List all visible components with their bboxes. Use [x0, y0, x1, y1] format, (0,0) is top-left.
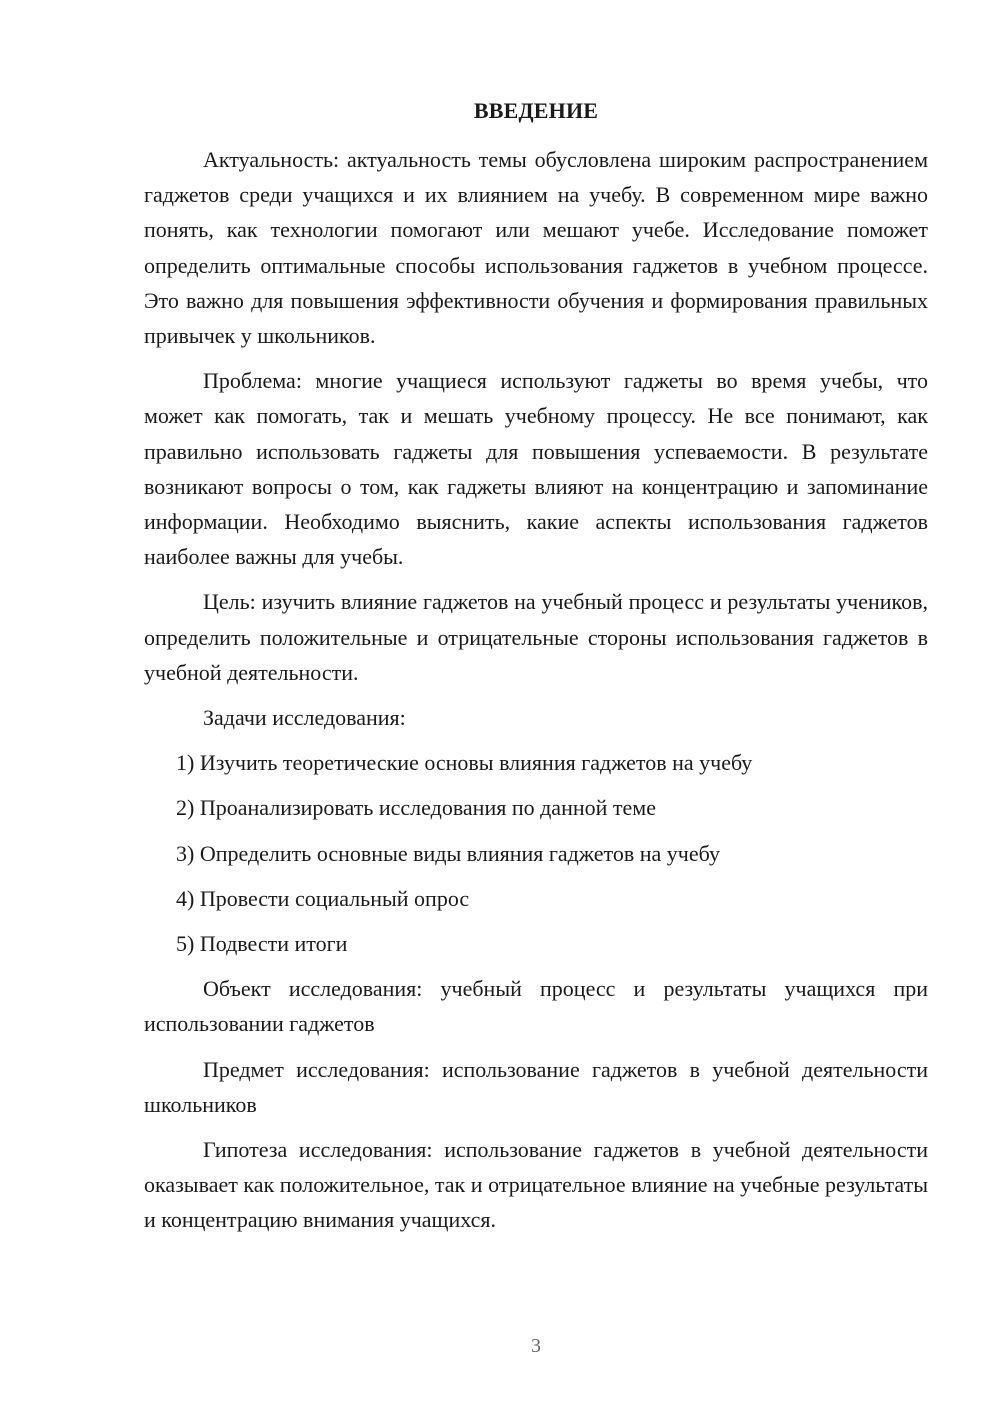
list-item: 3) Определить основные виды влияния гаджетов на учебу	[176, 840, 720, 866]
tasks-list	[144, 745, 928, 961]
paragraph-subject: Предмет исследования: использование гаджетов в учебной деятельности школьников	[144, 1056, 928, 1117]
paragraph-problem: Проблема: многие учащиеся используют гаджеты во время учебы, что может как помогать, так и мешать учебному процессу. Не все понимают, как правильно использовать гаджеты для повышения успеваемости. В результате возникают вопросы о том, как гаджеты влияют на концентрацию и запоминание информации. Необходимо выяснить, какие аспекты использования гаджетов наиболее важны для учебы.	[144, 368, 928, 570]
list-item: 5) Подвести итоги	[176, 931, 348, 957]
paragraph-goal: Цель: изучить влияние гаджетов на учебный процесс и результаты учеников, определить положительные и отрицательные стороны использования гаджетов в учебной деятельности.	[144, 589, 928, 685]
paragraph-hypothesis: Гипотеза исследования: использование гаджетов в учебной деятельности оказывает как положительное, так и отрицательное влияние на учебные результаты и концентрацию внимания учащихся.	[144, 1137, 928, 1233]
paragraph-relevance: Актуальность: актуальность темы обусловлена широким распространением гаджетов среди учащихся и их влиянием на учебу. В современном мире важно понять, как технологии помогают или мешают учебе. Исследование поможет определить оптимальные способы использования гаджетов в учебном процессе. Это важно для повышения эффективности обучения и формирования правильных привычек у школьников.	[144, 147, 928, 349]
list-item: 1) Изучить теоретические основы влияния гаджетов на учебу	[176, 750, 753, 776]
paragraph-object: Объект исследования: учебный процесс и результаты учащихся при использовании гаджетов	[144, 976, 928, 1037]
list-item: 4) Провести социальный опрос	[176, 885, 470, 911]
list-item: 2) Проанализировать исследования по данной теме	[176, 795, 656, 821]
page-number: 3	[531, 1335, 541, 1357]
tasks-heading: Задачи исследования:	[203, 705, 406, 731]
body-text	[144, 142, 928, 1248]
section-heading: ВВЕДЕНИЕ	[473, 98, 599, 123]
